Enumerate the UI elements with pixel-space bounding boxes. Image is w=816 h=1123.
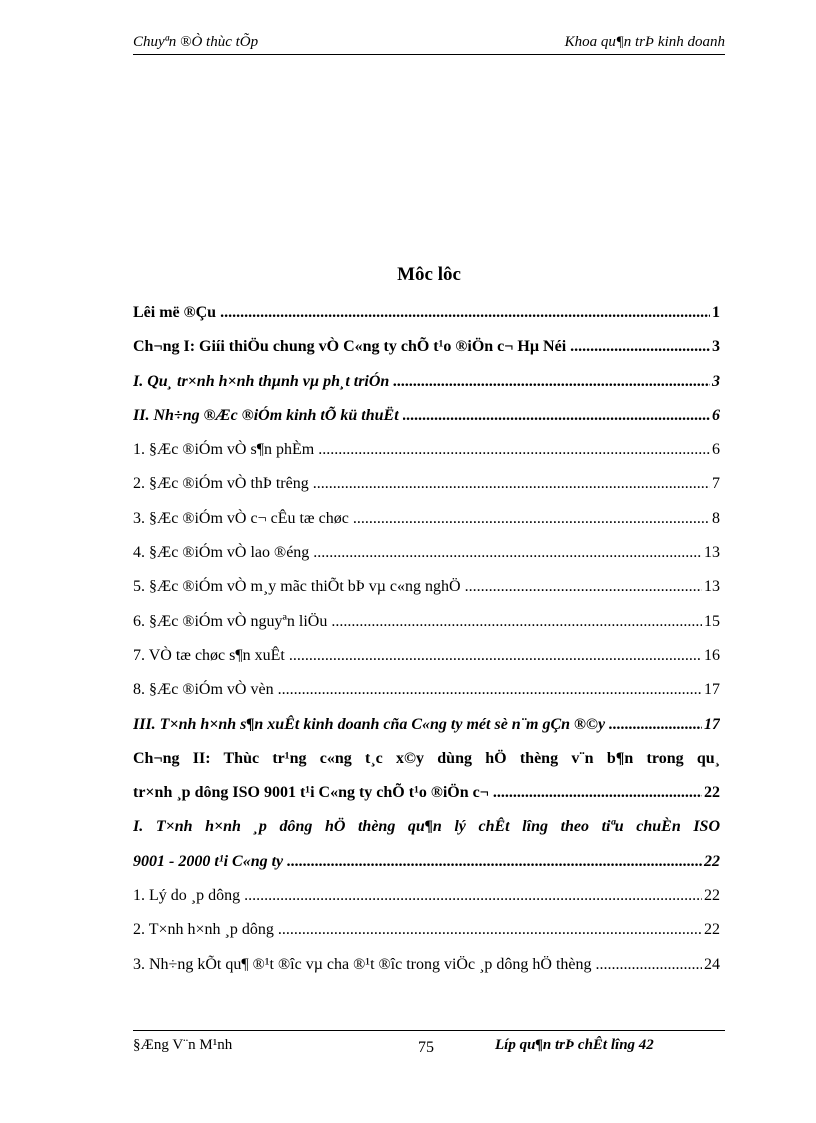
page-header bbox=[133, 32, 725, 55]
toc-entry-text: 3. §Æc ®iÓm vÒ c¬ cÊu tæ chøc bbox=[133, 506, 353, 532]
toc-entry-text: Lêi më ®Çu bbox=[133, 300, 220, 326]
toc-entry-page: 3 bbox=[710, 334, 720, 360]
toc-entry-page: 17 bbox=[702, 712, 720, 738]
toc-entry-text: Ch¬ng I: Giíi thiÖu chung vÒ C«ng ty chÕ t¹o ®iÖn c¬ Hµ Néi bbox=[133, 334, 570, 360]
toc-entry-text: 8. §Æc ®iÓm vÒ vèn bbox=[133, 677, 278, 703]
toc-entry-page: 13 bbox=[702, 540, 720, 566]
toc-entry-text: 1. Lý do ¸p dông bbox=[133, 883, 244, 909]
footer-author: §Æng V¨n M¹nh bbox=[133, 1037, 233, 1053]
toc-entry[interactable] bbox=[133, 849, 720, 883]
toc-leader-dots bbox=[493, 780, 702, 806]
table-of-contents bbox=[133, 300, 720, 986]
toc-entry-text: II. Nh÷ng ®Æc ®iÓm kinh tÕ kü thuËt bbox=[133, 403, 403, 429]
toc-entry-text: Ch¬ng II: Thùc tr¹ng c«ng t¸c x©y dùng hÖ thèng v¨n b¶n trong qu¸ bbox=[133, 746, 720, 772]
toc-entry-page: 22 bbox=[702, 917, 720, 943]
toc-entry-text: 4. §Æc ®iÓm vÒ lao ®éng bbox=[133, 540, 313, 566]
toc-entry[interactable] bbox=[133, 369, 720, 403]
toc-entry-text: III. T×nh h×nh s¶n xuÊt kinh doanh cña C«ng ty mét sè n¨m gÇn ®©y bbox=[133, 712, 609, 738]
toc-entry-text: 2. §Æc ®iÓm vÒ thÞ trêng bbox=[133, 471, 313, 497]
toc-entry-text: I. T×nh h×nh ¸p dông hÖ thèng qu¶n lý chÊt lîng theo tiªu chuÈn ISO bbox=[133, 814, 720, 840]
toc-leader-dots bbox=[353, 506, 710, 532]
toc-entry[interactable] bbox=[133, 917, 720, 951]
toc-entry-page: 3 bbox=[710, 369, 720, 395]
toc-leader-dots bbox=[596, 952, 702, 978]
toc-entry[interactable] bbox=[133, 712, 720, 746]
toc-entry-text: 5. §Æc ®iÓm vÒ m¸y mãc thiÕt bÞ vµ c«ng nghÖ bbox=[133, 574, 465, 600]
toc-leader-dots bbox=[609, 712, 702, 738]
toc-entry[interactable] bbox=[133, 334, 720, 368]
toc-entry[interactable] bbox=[133, 677, 720, 711]
toc-entry[interactable] bbox=[133, 814, 720, 848]
toc-entry[interactable] bbox=[133, 403, 720, 437]
toc-leader-dots bbox=[287, 849, 702, 875]
toc-leader-dots bbox=[220, 300, 710, 326]
toc-leader-dots bbox=[313, 471, 710, 497]
toc-entry-text: 7. VÒ tæ chøc s¶n xuÊt bbox=[133, 643, 289, 669]
toc-entry-text: tr×nh ¸p dông ISO 9001 t¹i C«ng ty chÕ t¹o ®iÖn c¬ bbox=[133, 780, 493, 806]
toc-entry-text: 1. §Æc ®iÓm vÒ s¶n phÈm bbox=[133, 437, 318, 463]
toc-entry-page: 6 bbox=[710, 437, 720, 463]
toc-leader-dots bbox=[318, 437, 710, 463]
toc-entry-text: 9001 - 2000 t¹i C«ng ty bbox=[133, 849, 287, 875]
toc-entry-page: 22 bbox=[702, 780, 720, 806]
toc-entry-page: 22 bbox=[702, 883, 720, 909]
toc-leader-dots bbox=[278, 677, 702, 703]
toc-entry-page: 6 bbox=[710, 403, 720, 429]
toc-entry[interactable] bbox=[133, 883, 720, 917]
toc-leader-dots bbox=[570, 334, 710, 360]
page-footer bbox=[133, 1030, 725, 1055]
toc-entry-page: 15 bbox=[702, 609, 720, 635]
toc-entry-page: 16 bbox=[702, 643, 720, 669]
toc-entry[interactable] bbox=[133, 471, 720, 505]
header-left-text: Chuyªn ®Ò thùc tÕp bbox=[133, 34, 259, 50]
toc-entry[interactable] bbox=[133, 780, 720, 814]
toc-entry-page: 1 bbox=[710, 300, 720, 326]
toc-entry-page: 7 bbox=[710, 471, 720, 497]
toc-leader-dots bbox=[465, 574, 702, 600]
toc-entry-page: 13 bbox=[702, 574, 720, 600]
toc-entry[interactable] bbox=[133, 609, 720, 643]
toc-entry-text: 2. T×nh h×nh ¸p dông bbox=[133, 917, 278, 943]
toc-entry[interactable] bbox=[133, 746, 720, 780]
toc-entry[interactable] bbox=[133, 540, 720, 574]
toc-entry-text: I. Qu¸ tr×nh h×nh thµnh vµ ph¸t triÓn bbox=[133, 369, 393, 395]
toc-leader-dots bbox=[289, 643, 702, 669]
toc-entry[interactable] bbox=[133, 952, 720, 986]
toc-leader-dots bbox=[403, 403, 710, 429]
toc-entry[interactable] bbox=[133, 574, 720, 608]
toc-entry[interactable] bbox=[133, 643, 720, 677]
toc-leader-dots bbox=[393, 369, 710, 395]
toc-entry-page: 22 bbox=[702, 849, 720, 875]
toc-entry[interactable] bbox=[133, 506, 720, 540]
toc-entry[interactable] bbox=[133, 437, 720, 471]
toc-entry-text: 3. Nh÷ng kÕt qu¶ ®¹t ®îc vµ cha ®¹t ®îc trong viÖc ¸p dông hÖ thèng bbox=[133, 952, 596, 978]
footer-class: Líp qu¶n trÞ chÊt lîng 42 bbox=[495, 1037, 654, 1053]
toc-leader-dots bbox=[331, 609, 702, 635]
toc-entry-page: 17 bbox=[702, 677, 720, 703]
toc-leader-dots bbox=[313, 540, 702, 566]
toc-entry-text: 6. §Æc ®iÓm vÒ nguyªn liÖu bbox=[133, 609, 331, 635]
toc-entry-page: 8 bbox=[710, 506, 720, 532]
page-title: Môc lôc bbox=[397, 264, 461, 285]
toc-leader-dots bbox=[278, 917, 702, 943]
toc-entry[interactable] bbox=[133, 300, 720, 334]
toc-leader-dots bbox=[244, 883, 702, 909]
header-right-text: Khoa qu¶n trÞ kinh doanh bbox=[564, 34, 725, 50]
toc-entry-page: 24 bbox=[702, 952, 720, 978]
page-number: 75 bbox=[418, 1039, 434, 1056]
